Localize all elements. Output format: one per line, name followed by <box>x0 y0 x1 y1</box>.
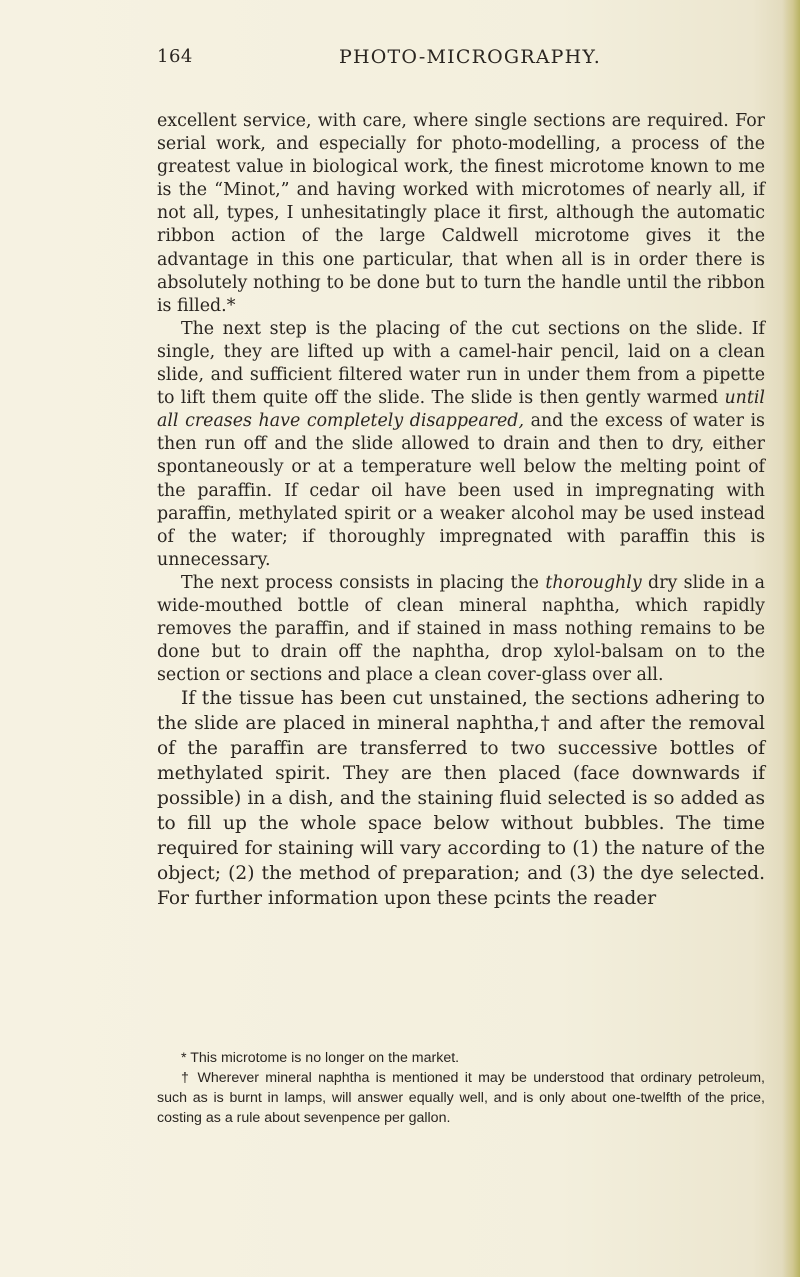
paragraph-microtome: excellent service, with care, where single sections are required. For serial work, and especially for photo-modelling, a process of the greatest value in biological work, the finest microtome known to me is the “Minot,” and having worked with microtomes of nearly all, if not all, types, I unhesitatingly place it first, although the automatic ribbon action of the large Caldwell microtome gives it the advantage in this one particular, that when all is in order there is absolutely nothing to be done but to turn the handle until the ribbon is filled.* <box>157 111 765 316</box>
paragraph-staining: If the tissue has been cut unstained, the sections adhering to the slide are placed in mineral naphtha,† and after the removal of the paraffin are transferred to two successive bottles of methylated spirit. They are then placed (face downwards if possible) in a dish, and the staining fluid selected is so added as to fill up the whole space below without bubbles. The time required for staining will vary according to (1) the nature of the object; (2) the method of preparation; and (3) the dye selected. For further information upon these pcints the reader <box>157 688 765 909</box>
footnote-2: † Wherever mineral naphtha is mentioned it may be understood that ordinary petroleum, such as is burnt in lamps, will answer equally well, and is only about one-twelfth of the price, costing as a rule about sevenpence per gallon. <box>157 1070 765 1126</box>
emphasis-text: thoroughly <box>545 572 642 593</box>
paragraph-text: and the excess of water is then run off and the slide allowed to drain and then to dry, either spontaneously or at a temperature well below the melting point of the paraffin. If cedar oil have been used in impregnating with paraffin, methylated spirit or a weaker alcohol may be used instead of the water; if thoroughly impregnated with paraffin this is unnecessary. <box>157 411 765 570</box>
paragraph-naphtha <box>157 572 765 687</box>
paragraph-text: dry slide in a wide-mouthed bottle of clean mineral naphtha, which rapidly removes the paraffin, and if stained in mass nothing remains to be done but to drain off the naphtha, drop xylol-balsam on to the section or sections and place a clean cover-glass over all. <box>157 572 765 686</box>
page-header <box>157 46 757 86</box>
paragraph-text: The next step is the placing of the cut sections on the slide. If single, they are lifted up with a camel-hair pencil, laid on a clean slide, and sufficient filtered water run in under them from a pipette to lift them quite off the slide. The slide is then gently warmed <box>157 318 765 409</box>
body-text <box>157 110 765 912</box>
footnotes <box>157 1048 765 1128</box>
emphasis-text: until all creases have completely disappeared, <box>157 388 765 432</box>
page-number: 164 <box>157 46 193 67</box>
running-head: PHOTO-MICROGRAPHY. <box>339 46 601 68</box>
paragraph-text: The next process consists in placing the <box>181 572 546 593</box>
paragraph-placing-sections <box>157 318 765 572</box>
page-edge <box>782 0 800 1277</box>
footnote-1: * This microtome is no longer on the market. <box>181 1050 460 1066</box>
